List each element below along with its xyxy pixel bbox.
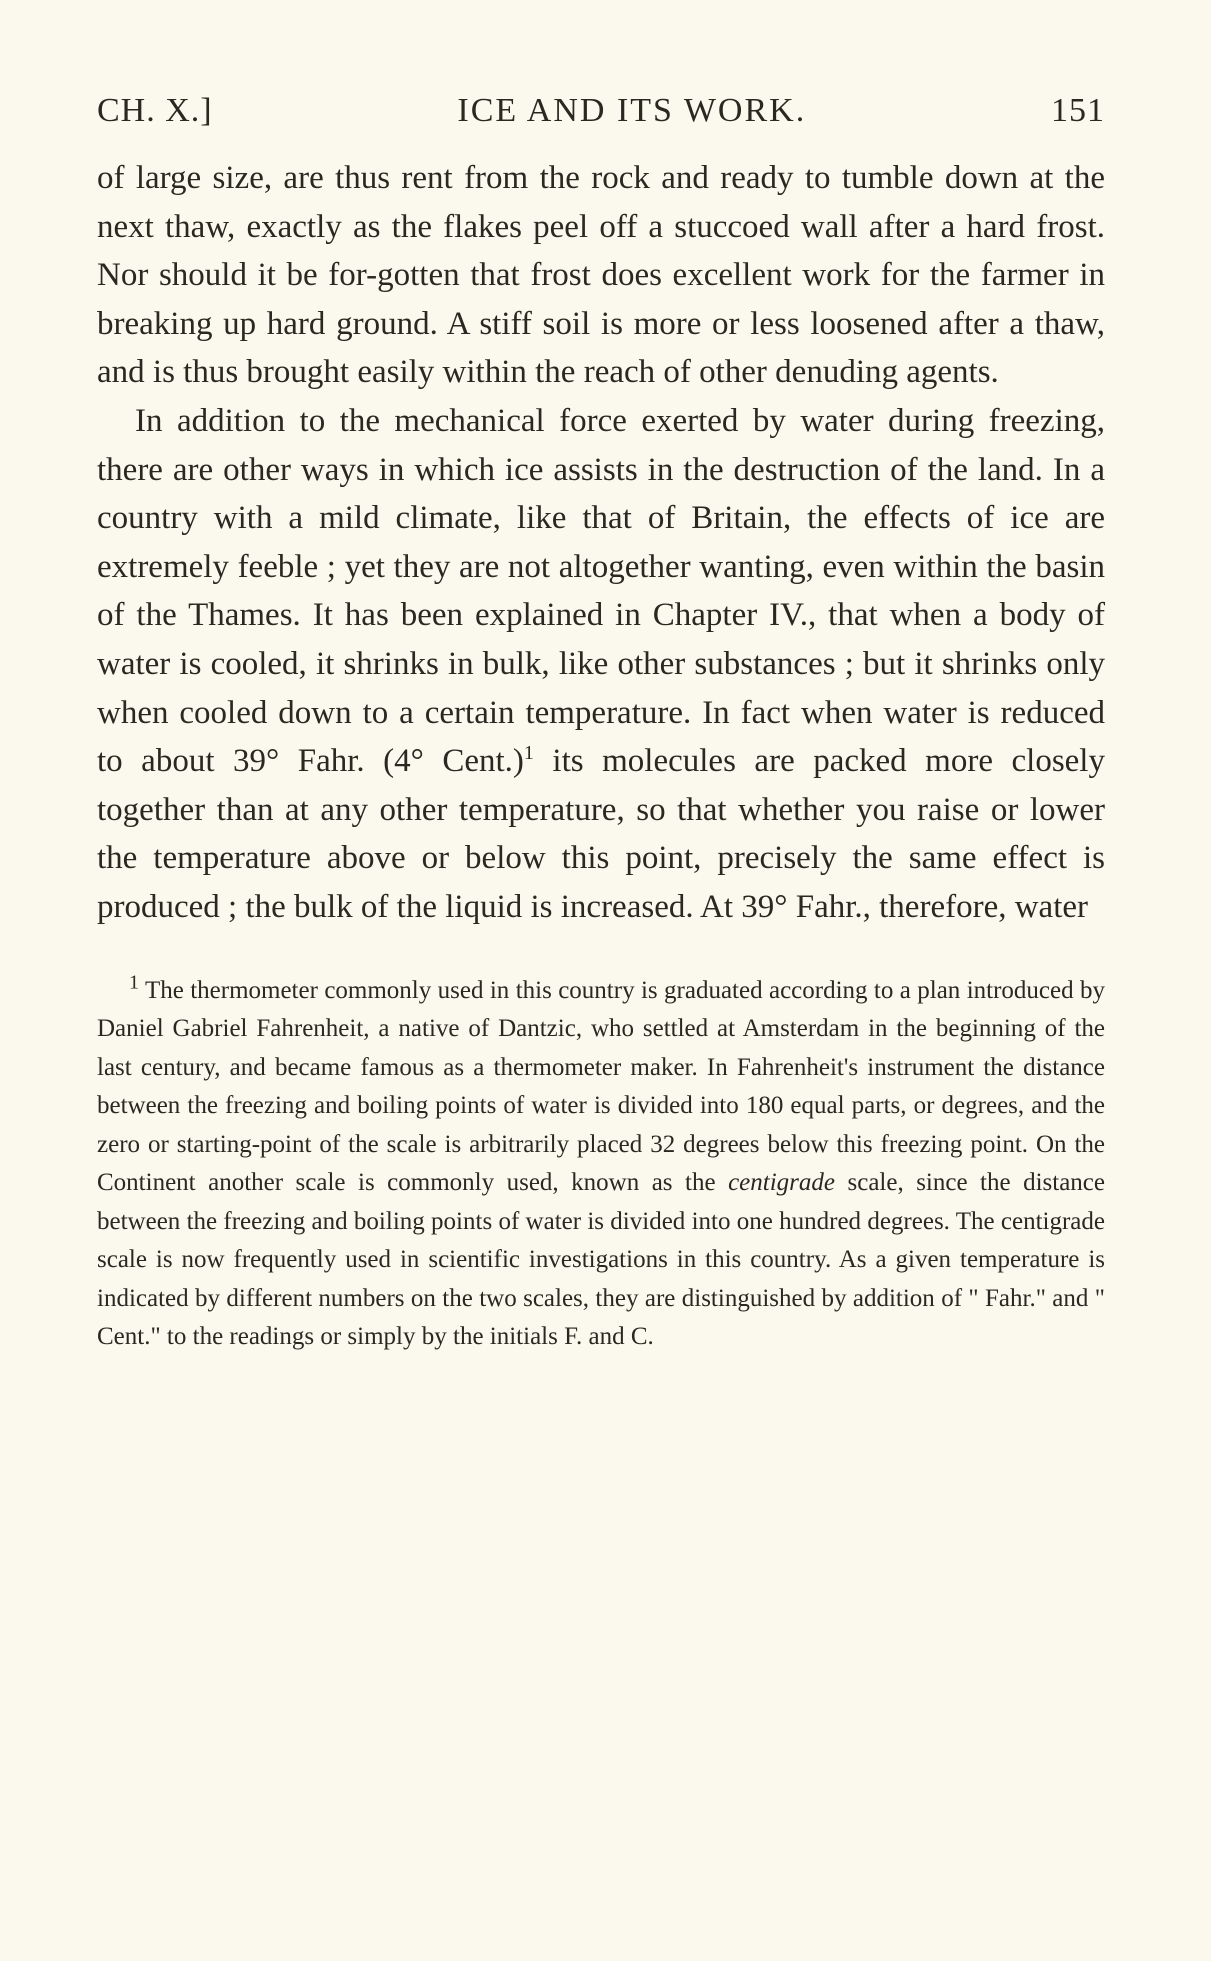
footnote-reference[interactable]: 1: [523, 742, 534, 765]
page-title: ICE AND ITS WORK.: [457, 92, 807, 129]
running-header: [97, 92, 1105, 144]
main-text: [97, 154, 1105, 932]
footnote-marker: 1: [129, 971, 139, 994]
footnote-section: [97, 972, 1105, 1357]
footnote-text-part1: The thermometer commonly used in this country is graduated according to a plan introduced by Daniel Gabriel Fahrenheit, a native of Dantzic, who settled at Amsterdam in the beginning of the last century, and became famous as a thermometer maker. In Fahrenheit's instrument the distance between the freezing and boiling points of water is divided into 180 equal parts, or degrees, and the zero or starting-point of the scale is arbitrarily placed 32 degrees below this freezing point. On the Continent another scale is commonly used, known as the: [97, 976, 1105, 1196]
footnote-italic-term: centigrade: [728, 1169, 835, 1196]
paragraph-text-before-note: In addition to the mechanical force exerted by water during freezing, there are other ways in which ice assists in the destruction of the land. In a country with a mild climate, like that of Britain, the effects of ice are extremely feeble ; yet they are not altogether wanting, even within the basin of the Thames. It has been explained in Chapter IV., that when a body of water is cooled, it shrinks in bulk, like other substances ; but it shrinks only when cooled down to a certain temperature. In fact when water is reduced to about 39° Fahr. (4° Cent.): [97, 402, 1105, 780]
chapter-label: CH. X.]: [97, 92, 213, 129]
book-page: [97, 92, 1105, 1357]
footnote: [97, 972, 1105, 1357]
paragraph-text-after-note: its molecules are packed more closely together than at any other temperature, so that whether you raise or lower the temperature above or below this point, precisely the same effect is produced ; the bulk of the liquid is increased. At 39° Fahr., therefore, water: [97, 743, 1105, 925]
page-number: 151: [1051, 92, 1105, 129]
paragraph-continued: of large size, are thus rent from the rock and ready to tumble down at the next thaw, exactly as the flakes peel off a stuccoed wall after a hard frost. Nor should it be for-gotten that frost does excellent work for the farmer in breaking up hard ground. A stiff soil is more or less loosened after a thaw, and is thus brought easily within the reach of other denuding agents.: [97, 160, 1105, 391]
footnote-text-part2: scale, since the distance between the freezing and boiling points of water is divided into one hundred degrees. The centigrade scale is now frequently used in scientific investigations in this country. As a given temperature is indicated by different numbers on the two scales, they are distinguished by addition of " Fahr." and " Cent." to the readings or simply by the initials F. and C.: [97, 1169, 1105, 1350]
paragraph-ice-effects: [97, 397, 1105, 932]
